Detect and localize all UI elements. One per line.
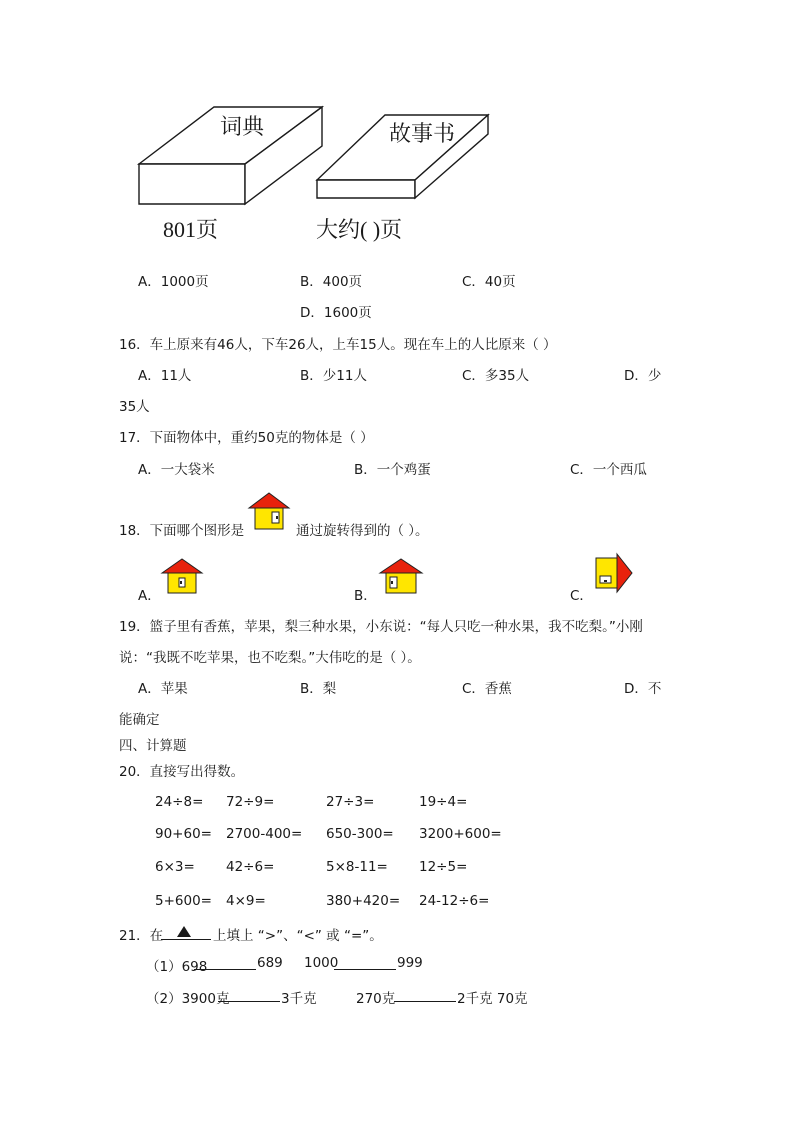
q21-stem-before: 21．在	[119, 928, 164, 944]
q21-line1-a-right: 689	[257, 955, 283, 971]
q18-option-a[interactable]: A．	[138, 588, 161, 604]
q16-option-d-wrap: 35人	[119, 399, 150, 415]
q16-option-d[interactable]: D．少	[624, 368, 662, 384]
house-option-a-icon[interactable]	[160, 557, 204, 595]
q21-line2-a-right: 3千克	[281, 991, 317, 1007]
q19-option-c[interactable]: C．香蕉	[462, 681, 512, 697]
q21-blank-1[interactable]	[194, 955, 256, 970]
dictionary-front	[139, 164, 245, 204]
storybook-front	[317, 180, 415, 198]
q21-line2-prefix: （2）3900克	[146, 991, 230, 1007]
q21-line1-b-left: 1000	[304, 955, 339, 971]
calc-cell: 24-12÷6=	[419, 893, 490, 909]
calc-cell: 4×9=	[226, 893, 266, 909]
q19-line2: 说：“我既不吃苹果，也不吃梨。”大伟吃的是（ ）。	[119, 650, 421, 666]
q15-option-c[interactable]: C．40页	[462, 274, 516, 290]
q18-option-c[interactable]: C．	[570, 588, 593, 604]
q18-stem-after: 通过旋转得到的（ ）。	[296, 523, 429, 539]
storybook-pages: 大约( )页	[316, 217, 403, 242]
q21-line1-prefix: （1）698	[146, 959, 208, 975]
q19-option-d-wrap: 能确定	[119, 712, 160, 728]
q15-option-a[interactable]: A．1000页	[138, 274, 209, 290]
q17-option-a[interactable]: A．一大袋米	[138, 462, 215, 478]
calc-cell: 380+420=	[326, 893, 401, 909]
q21-line1-b-right: 999	[397, 955, 423, 971]
q15-option-d[interactable]: D．1600页	[300, 305, 372, 321]
q17-stem: 17．下面物体中，重约50克的物体是（ ）	[119, 430, 374, 446]
q16-stem: 16．车上原来有46人，下车26人，上车15人。现在车上的人比原来（ ）	[119, 337, 557, 353]
calc-cell: 72÷9=	[226, 794, 275, 810]
calc-cell: 650-300=	[326, 826, 394, 842]
q21-blank-4[interactable]	[394, 987, 456, 1002]
q18-option-b[interactable]: B．	[354, 588, 377, 604]
dictionary-label: 词典	[220, 115, 265, 140]
q21-line2-b-left: 270克	[356, 991, 396, 1007]
q20-stem: 20．直接写出得数。	[119, 764, 245, 780]
q16-option-a[interactable]: A．11人	[138, 368, 192, 384]
q17-option-b[interactable]: B．一个鸡蛋	[354, 462, 431, 478]
calc-cell: 5+600=	[155, 893, 212, 909]
q16-option-c[interactable]: C．多35人	[462, 368, 530, 384]
calc-cell: 5×8-11=	[326, 859, 388, 875]
q19-line1: 19．篮子里有香蕉，苹果，梨三种水果，小东说：“每人只吃一种水果，我不吃梨。”小刚	[119, 619, 643, 635]
q19-option-b[interactable]: B．梨	[300, 681, 337, 697]
q19-option-d[interactable]: D．不	[624, 681, 662, 697]
section-4-title: 四、计算题	[119, 738, 187, 754]
dictionary-pages: 801页	[163, 217, 219, 242]
q18-stem-before: 18．下面哪个图形是	[119, 523, 245, 539]
storybook-label: 故事书	[389, 122, 456, 147]
q21-line2-b-right: 2千克 70克	[457, 991, 528, 1007]
triangle-icon	[177, 926, 191, 937]
q21-triangle-blank	[161, 924, 211, 940]
calc-cell: 24÷8=	[155, 794, 204, 810]
q21-blank-2[interactable]	[334, 955, 396, 970]
calc-cell: 27÷3=	[326, 794, 375, 810]
calc-cell: 90+60=	[155, 826, 212, 842]
q21-blank-3[interactable]	[218, 987, 280, 1002]
q19-option-a[interactable]: A．苹果	[138, 681, 188, 697]
q15-option-b[interactable]: B．400页	[300, 274, 363, 290]
q17-option-c[interactable]: C．一个西瓜	[570, 462, 647, 478]
house-reference-icon	[247, 491, 291, 531]
calc-cell: 6×3=	[155, 859, 195, 875]
house-option-b-icon[interactable]	[378, 557, 424, 595]
q21-stem-after: 上填上 “>”、“<” 或 “=”。	[213, 928, 383, 944]
calc-cell: 3200+600=	[419, 826, 502, 842]
house-option-c-icon[interactable]	[594, 552, 634, 594]
calc-cell: 19÷4=	[419, 794, 468, 810]
calc-cell: 2700-400=	[226, 826, 303, 842]
calc-cell: 12÷5=	[419, 859, 468, 875]
q16-option-b[interactable]: B．少11人	[300, 368, 367, 384]
calc-cell: 42÷6=	[226, 859, 275, 875]
